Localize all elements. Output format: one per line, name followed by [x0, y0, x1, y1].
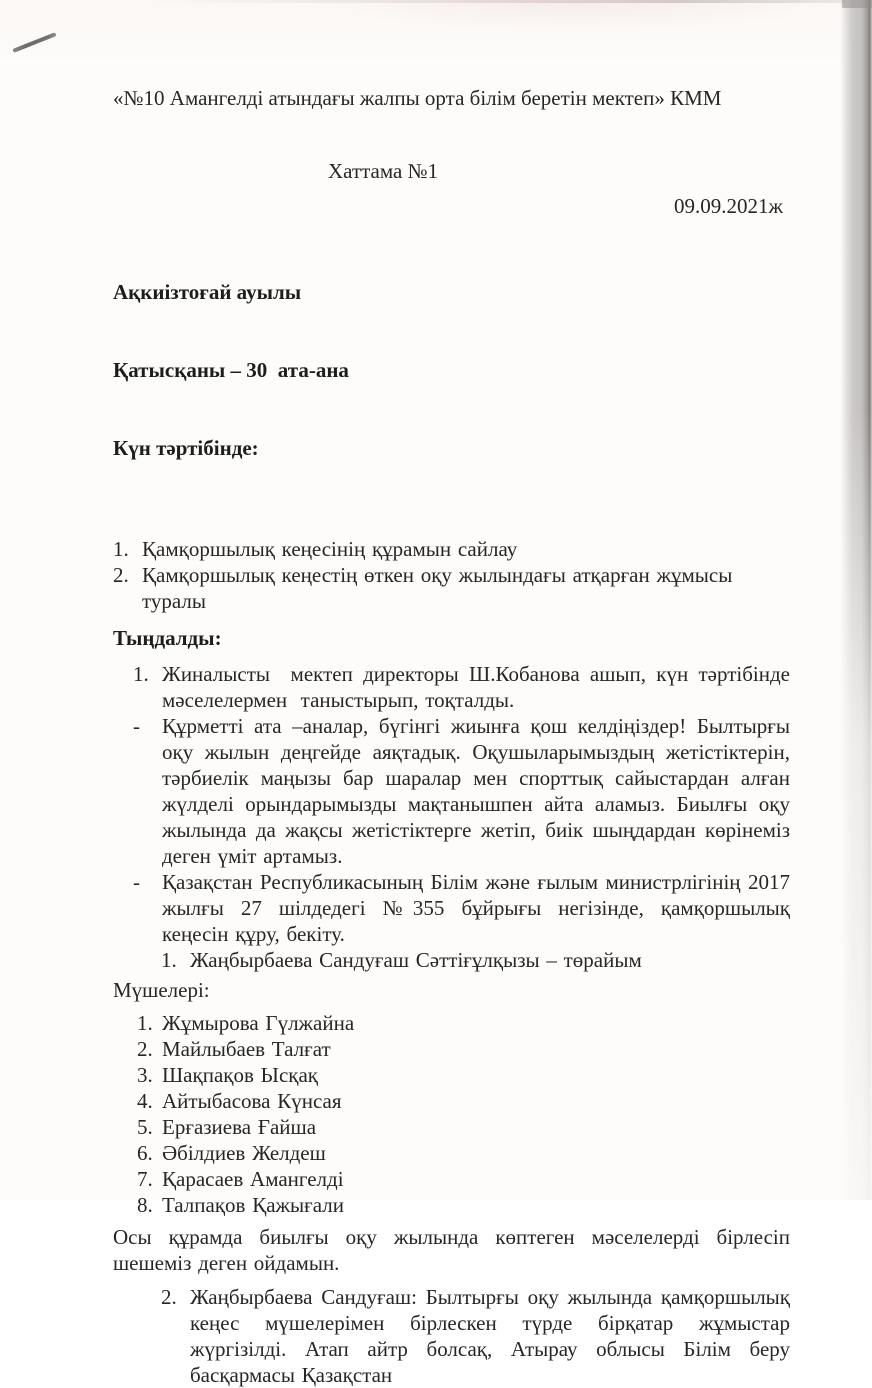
scan-top-smudge [300, 0, 800, 36]
item-number: 3. [137, 1063, 153, 1087]
member-item [137, 1192, 790, 1218]
member-item [137, 1140, 790, 1166]
speaker2-block [113, 1284, 797, 1388]
item-dash: - [133, 870, 140, 894]
item-number: 2. [137, 1037, 153, 1061]
item-text: Қамқоршылық кеңестің өткен оқу жылындағы атқарған жұмысы туралы [142, 563, 740, 613]
item-text: Жаңбырбаева Сандуғаш: Былтырғы оқу жылында қамқоршылық кеңес мүшелерімен бірлескен түрде бірқатар жұмыстар жүргізілді. Атап айтр болсақ, Атырау облысы Білім беру басқармасы Қазақстан [190, 1285, 797, 1387]
document-content [113, 85, 797, 1388]
item-text: Қамқоршылық кеңесінің құрамын сайлау [142, 537, 518, 561]
member-name: Шақпақов Ысқақ [162, 1063, 318, 1087]
chair-item [161, 947, 790, 973]
item-number: 6. [137, 1141, 153, 1165]
member-item [137, 1062, 790, 1088]
member-name: Талпақов Қажығали [162, 1193, 344, 1217]
member-name: Айтыбасова Күнсая [162, 1089, 342, 1113]
item-text: Қазақстан Республикасының Білім және ғылым министрлігінің 2017 жылғы 27 шілдедегі №355 бұйрығы негізінде, қамқоршылық кеңесін құру, бекіту. [162, 870, 797, 946]
protocol-date: 09.09.2021ж [673, 194, 783, 218]
member-name: Қарасаев Амангелді [162, 1167, 344, 1191]
item-number: 2. [161, 1285, 177, 1309]
item-number: 1. [161, 948, 177, 972]
heard-heading: Тыңдалды: [113, 626, 222, 650]
members-list [113, 1010, 790, 1218]
member-item [137, 1114, 790, 1140]
member-item [137, 1166, 790, 1192]
location-line: Ақкиізтоғай ауылы [113, 280, 302, 304]
item-number: 1. [133, 662, 149, 686]
scan-edge-shadow-fade [840, 0, 872, 1200]
item-text: Құрметті ата –аналар, бүгінгі жиынға қош келдіңіздер! Былтырғы оқу жылын деңгейде аяқтадық. Оқушыларымыздың жетістіктерін, тәрбиелік маңызы бар шаралар мен спорттық сайыстардан алған жүлделі орындарымызды мақтанышпен айта аламыз. Биылғы оқу жылында да жақсы жетістіктерге жетіп, биік шыңдардан көрінеміз деген үміт артамыз. [162, 714, 797, 868]
agenda-item [113, 536, 790, 562]
member-name: Әбілдиев Желдеш [162, 1141, 326, 1165]
item-number: 5. [137, 1115, 153, 1139]
pen-stroke-mark [12, 32, 56, 52]
heard-item [133, 661, 797, 713]
item-number: 2. [113, 563, 129, 587]
closing-paragraph: Осы құрамда биылғы оқу жылында көптеген мәселелерді бірлесіп шешеміз деген ойдамын. [113, 1225, 790, 1275]
agenda-item [113, 562, 790, 614]
protocol-title: Хаттама №1 [328, 159, 439, 183]
member-name: Майлыбаев Талғат [162, 1037, 331, 1061]
member-item [137, 1088, 790, 1114]
member-item [137, 1010, 790, 1036]
item-number: 1. [137, 1011, 153, 1035]
item-number: 8. [137, 1193, 153, 1217]
agenda-heading: Күн тәртібінде: [113, 436, 259, 460]
item-text: Жиналысты мектеп директоры Ш.Кобанова ашып, күн тәртібінде мәселелермен таныстырып, тоқталды. [162, 662, 797, 712]
meta-block [113, 227, 790, 513]
item-number: 4. [137, 1089, 153, 1113]
item-number: 7. [137, 1167, 153, 1191]
item-number: 1. [113, 537, 129, 561]
agenda-list [113, 536, 790, 614]
heard-item [133, 713, 797, 869]
scan-corner-shadow [842, 0, 872, 8]
attendance-line: Қатысқаны – 30 ата-ана [113, 358, 349, 382]
member-item [137, 1036, 790, 1062]
heard-list [113, 661, 797, 973]
speaker2-item [161, 1284, 797, 1388]
heard-item [133, 869, 797, 947]
members-heading: Мүшелері: [113, 978, 210, 1002]
item-text: Жаңбырбаева Сандуғаш Сәттіғұлқызы – төрайым [190, 948, 642, 972]
member-name: Жұмырова Гүлжайна [162, 1011, 355, 1035]
org-title: «№10 Амангелді атындағы жалпы орта білім беретін мектеп» КММ [113, 86, 722, 110]
member-name: Ерғазиева Ғайша [162, 1115, 317, 1139]
item-dash: - [133, 714, 140, 738]
